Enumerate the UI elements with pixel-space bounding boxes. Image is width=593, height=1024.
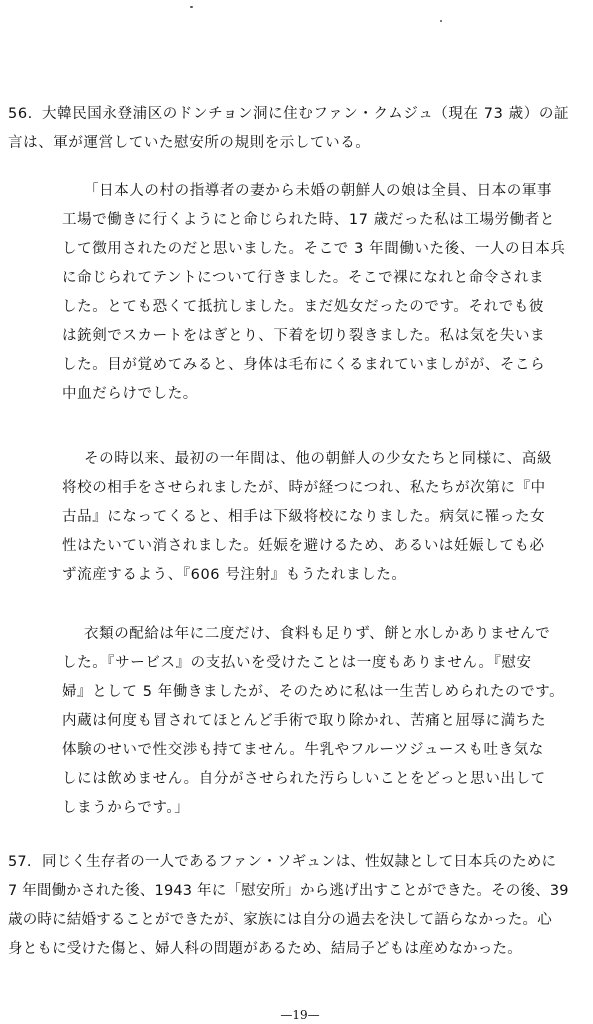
quote-1-line-7: した。目が覚めてみると、身体は毛布にくるまれていましがが、そこら bbox=[62, 357, 546, 373]
quote-3-line-4: 内蔵は何度も冒されてほとんど手術で取り除かれ、苦痛と屈辱に満ちた bbox=[62, 713, 547, 729]
paragraph-56-number: 56. bbox=[8, 106, 33, 122]
quote-1-line-4: に命じられてテントについて行きました。そこで裸になれと命令されま bbox=[62, 270, 545, 286]
scan-speck bbox=[190, 6, 193, 8]
quote-1-line-1: 「日本人の村の指導者の妻から未婚の朝鮮人の娘は全員、日本の軍事 bbox=[84, 183, 553, 199]
paragraph-56-line-2: 言は、軍が運営していた慰安所の規則を示している。 bbox=[8, 135, 371, 151]
page-number: —19— bbox=[280, 1008, 320, 1022]
quote-2-line-3: 古品』になってくると、相手は下級将校になりました。病気に罹った女 bbox=[62, 509, 546, 525]
quote-1-line-3: して徴用されたのだと思いました。そこで 3 年間働いた後、一人の日本兵 bbox=[62, 241, 566, 257]
quote-2-line-5: ず流産するよう、『606 号注射』もうたれました。 bbox=[62, 567, 407, 583]
paragraph-57-line-4: 身ともに受けた傷と、婦人科の問題があるため、結局子どもは産めなかった。 bbox=[8, 941, 522, 957]
quote-3-line-7: しまうからです。」 bbox=[62, 800, 190, 816]
quote-3-line-6: しには飲めません。自分がさせられた汚らしいことをどっと思い出して bbox=[62, 771, 546, 787]
quote-1-line-5: した。とても恐くて抵抗しました。まだ処女だったのです。それでも彼 bbox=[62, 299, 545, 315]
quote-3-line-2: した。『サービス』の支払いを受けたことは一度もありません。『慰安 bbox=[62, 655, 532, 671]
quote-1-line-2: 工場で働きに行くようにと命じられた時、17 歳だった私は工場労働者と bbox=[62, 212, 555, 228]
quote-2-line-4: 性はたいてい消されました。妊娠を避けるため、あるいは妊娠しても必 bbox=[62, 538, 545, 554]
paragraph-57-line-1-text: 同じく生存者の一人であるファン・ソギュンは、性奴隷として日本兵のために bbox=[42, 854, 557, 870]
paragraph-57-line-3: 歳の時に結婚することができたが、家族には自分の過去を決して語らなかった。心 bbox=[8, 912, 552, 928]
scan-speck bbox=[440, 20, 442, 22]
quote-3-line-3: 婦』として 5 年働きましたが、そのために私は一生苦しめられたのです。 bbox=[62, 684, 565, 700]
quote-3-line-1: 衣類の配給は年に二度だけ、食料も足りず、餅と水しかありませんで bbox=[84, 626, 551, 642]
paragraph-57-line-2: 7 年間働かされた後、1943 年に「慰安所」から逃げ出すことができた。その後、39 bbox=[8, 883, 569, 899]
paragraph-56-line-1-text: 大韓民国永登浦区のドンチョン洞に住むファン・クムジュ（現在 73 歳）の証 bbox=[42, 106, 570, 122]
quote-2-line-2: 将校の相手をさせられましたが、時が経つにつれ、私たちが次第に『中 bbox=[62, 480, 546, 496]
quote-1-line-6: は銃剣でスカートをはぎとり、下着を切り裂きました。私は気を失いま bbox=[62, 328, 546, 344]
paragraph-57-line-1 bbox=[8, 852, 556, 872]
paragraph-57-number: 57. bbox=[8, 854, 32, 870]
quote-1-line-8: 中血だらけでした。 bbox=[62, 386, 198, 402]
quote-2-line-1: その時以来、最初の一年間は、他の朝鮮人の少女たちと同様に、高級 bbox=[84, 451, 553, 467]
quote-3-line-5: 体験のせいで性交渉も持てません。牛乳やフルーツジュースも吐き気な bbox=[62, 742, 544, 758]
paragraph-56-line-1 bbox=[8, 104, 569, 124]
